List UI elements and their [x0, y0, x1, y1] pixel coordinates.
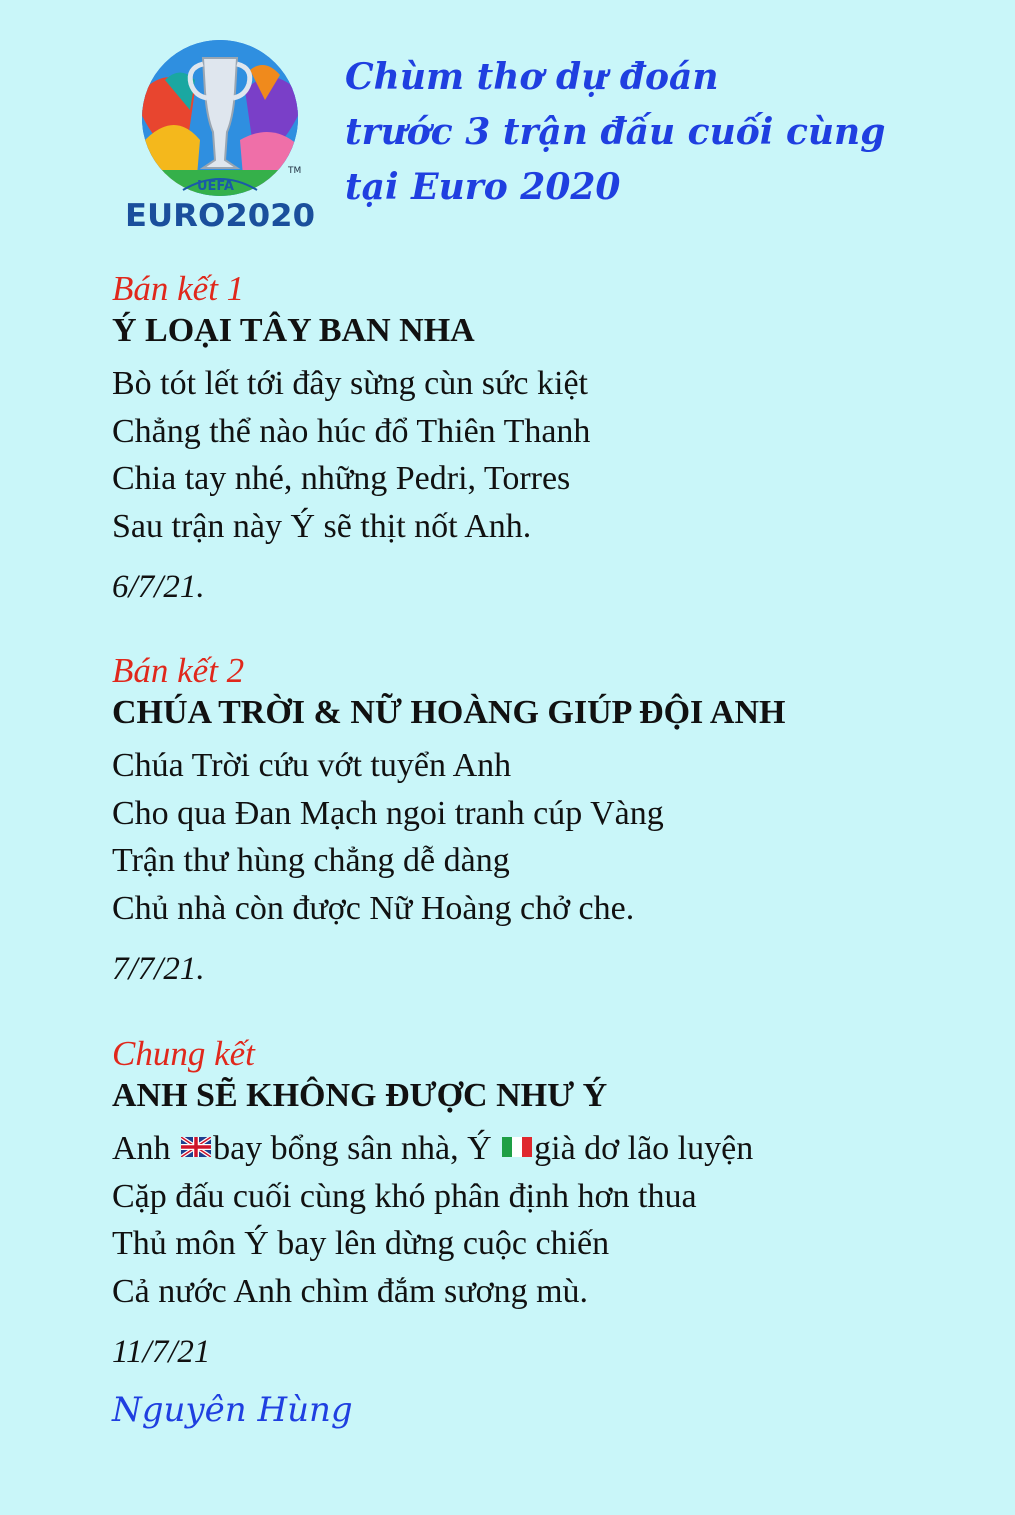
author-signature: Nguyên Hùng: [112, 1390, 353, 1430]
poem-title: Ý LOẠI TÂY BAN NHA: [112, 312, 475, 349]
poem-section-semifinal-2: [112, 650, 992, 990]
poem-line: Cả nước Anh chìm đắm sương mù.: [112, 1272, 589, 1310]
uk-flag-icon: [181, 1137, 211, 1157]
poem-date: 11/7/21: [112, 1334, 211, 1370]
section-label: Bán kết 1: [112, 269, 245, 308]
italy-flag-icon: [502, 1137, 532, 1157]
euro-2020-logo-icon: [125, 40, 325, 235]
svg-text:UEFA: UEFA: [197, 179, 234, 194]
poem-section-final: [112, 1033, 992, 1373]
poem-title: CHÚA TRỜI & NỮ HOÀNG GIÚP ĐỘI ANH: [112, 694, 786, 731]
title-line-3: tại Euro 2020: [345, 166, 621, 208]
title-line-1: Chùm thơ dự đoán: [345, 56, 719, 98]
poem-line: Chủ nhà còn được Nữ Hoàng chở che.: [112, 889, 635, 927]
poem-line-part: bay bổng sân nhà, Ý: [213, 1130, 501, 1167]
page-title: [345, 50, 885, 215]
poem-line-part: Anh: [112, 1130, 180, 1167]
poem-line: Cặp đấu cuối cùng khó phân định hơn thua: [112, 1177, 697, 1215]
poem-section-semifinal-1: [112, 268, 992, 608]
svg-text:TM: TM: [288, 166, 302, 176]
poem-line: Sau trận này Ý sẽ thịt nốt Anh.: [112, 507, 532, 545]
poem-line: Trận thư hùng chẳng dễ dàng: [112, 842, 510, 879]
poem-line-part: già dơ lão luyện: [534, 1130, 754, 1167]
section-label: Chung kết: [112, 1034, 255, 1073]
poem-line: Chẳng thể nào húc đổ Thiên Thanh: [112, 412, 591, 450]
title-line-2: trước 3 trận đấu cuối cùng: [345, 111, 886, 153]
poem-line: Bò tót lết tới đây sừng cùn sức kiệt: [112, 365, 588, 402]
poem-line: [112, 1125, 992, 1173]
section-label: Bán kết 2: [112, 651, 245, 690]
poem-date: 6/7/21.: [112, 569, 205, 605]
poem-line: Chia tay nhé, những Pedri, Torres: [112, 460, 571, 497]
poem-line: Thủ môn Ý bay lên dừng cuộc chiến: [112, 1225, 610, 1262]
poem-title: ANH SẼ KHÔNG ĐƯỢC NHƯ Ý: [112, 1077, 608, 1114]
poem-line: Cho qua Đan Mạch ngoi tranh cúp Vàng: [112, 794, 664, 832]
svg-text:EURO2020: EURO2020: [125, 198, 315, 234]
poem-line: Chúa Trời cứu vớt tuyển Anh: [112, 747, 512, 784]
poem-date: 7/7/21.: [112, 951, 205, 987]
